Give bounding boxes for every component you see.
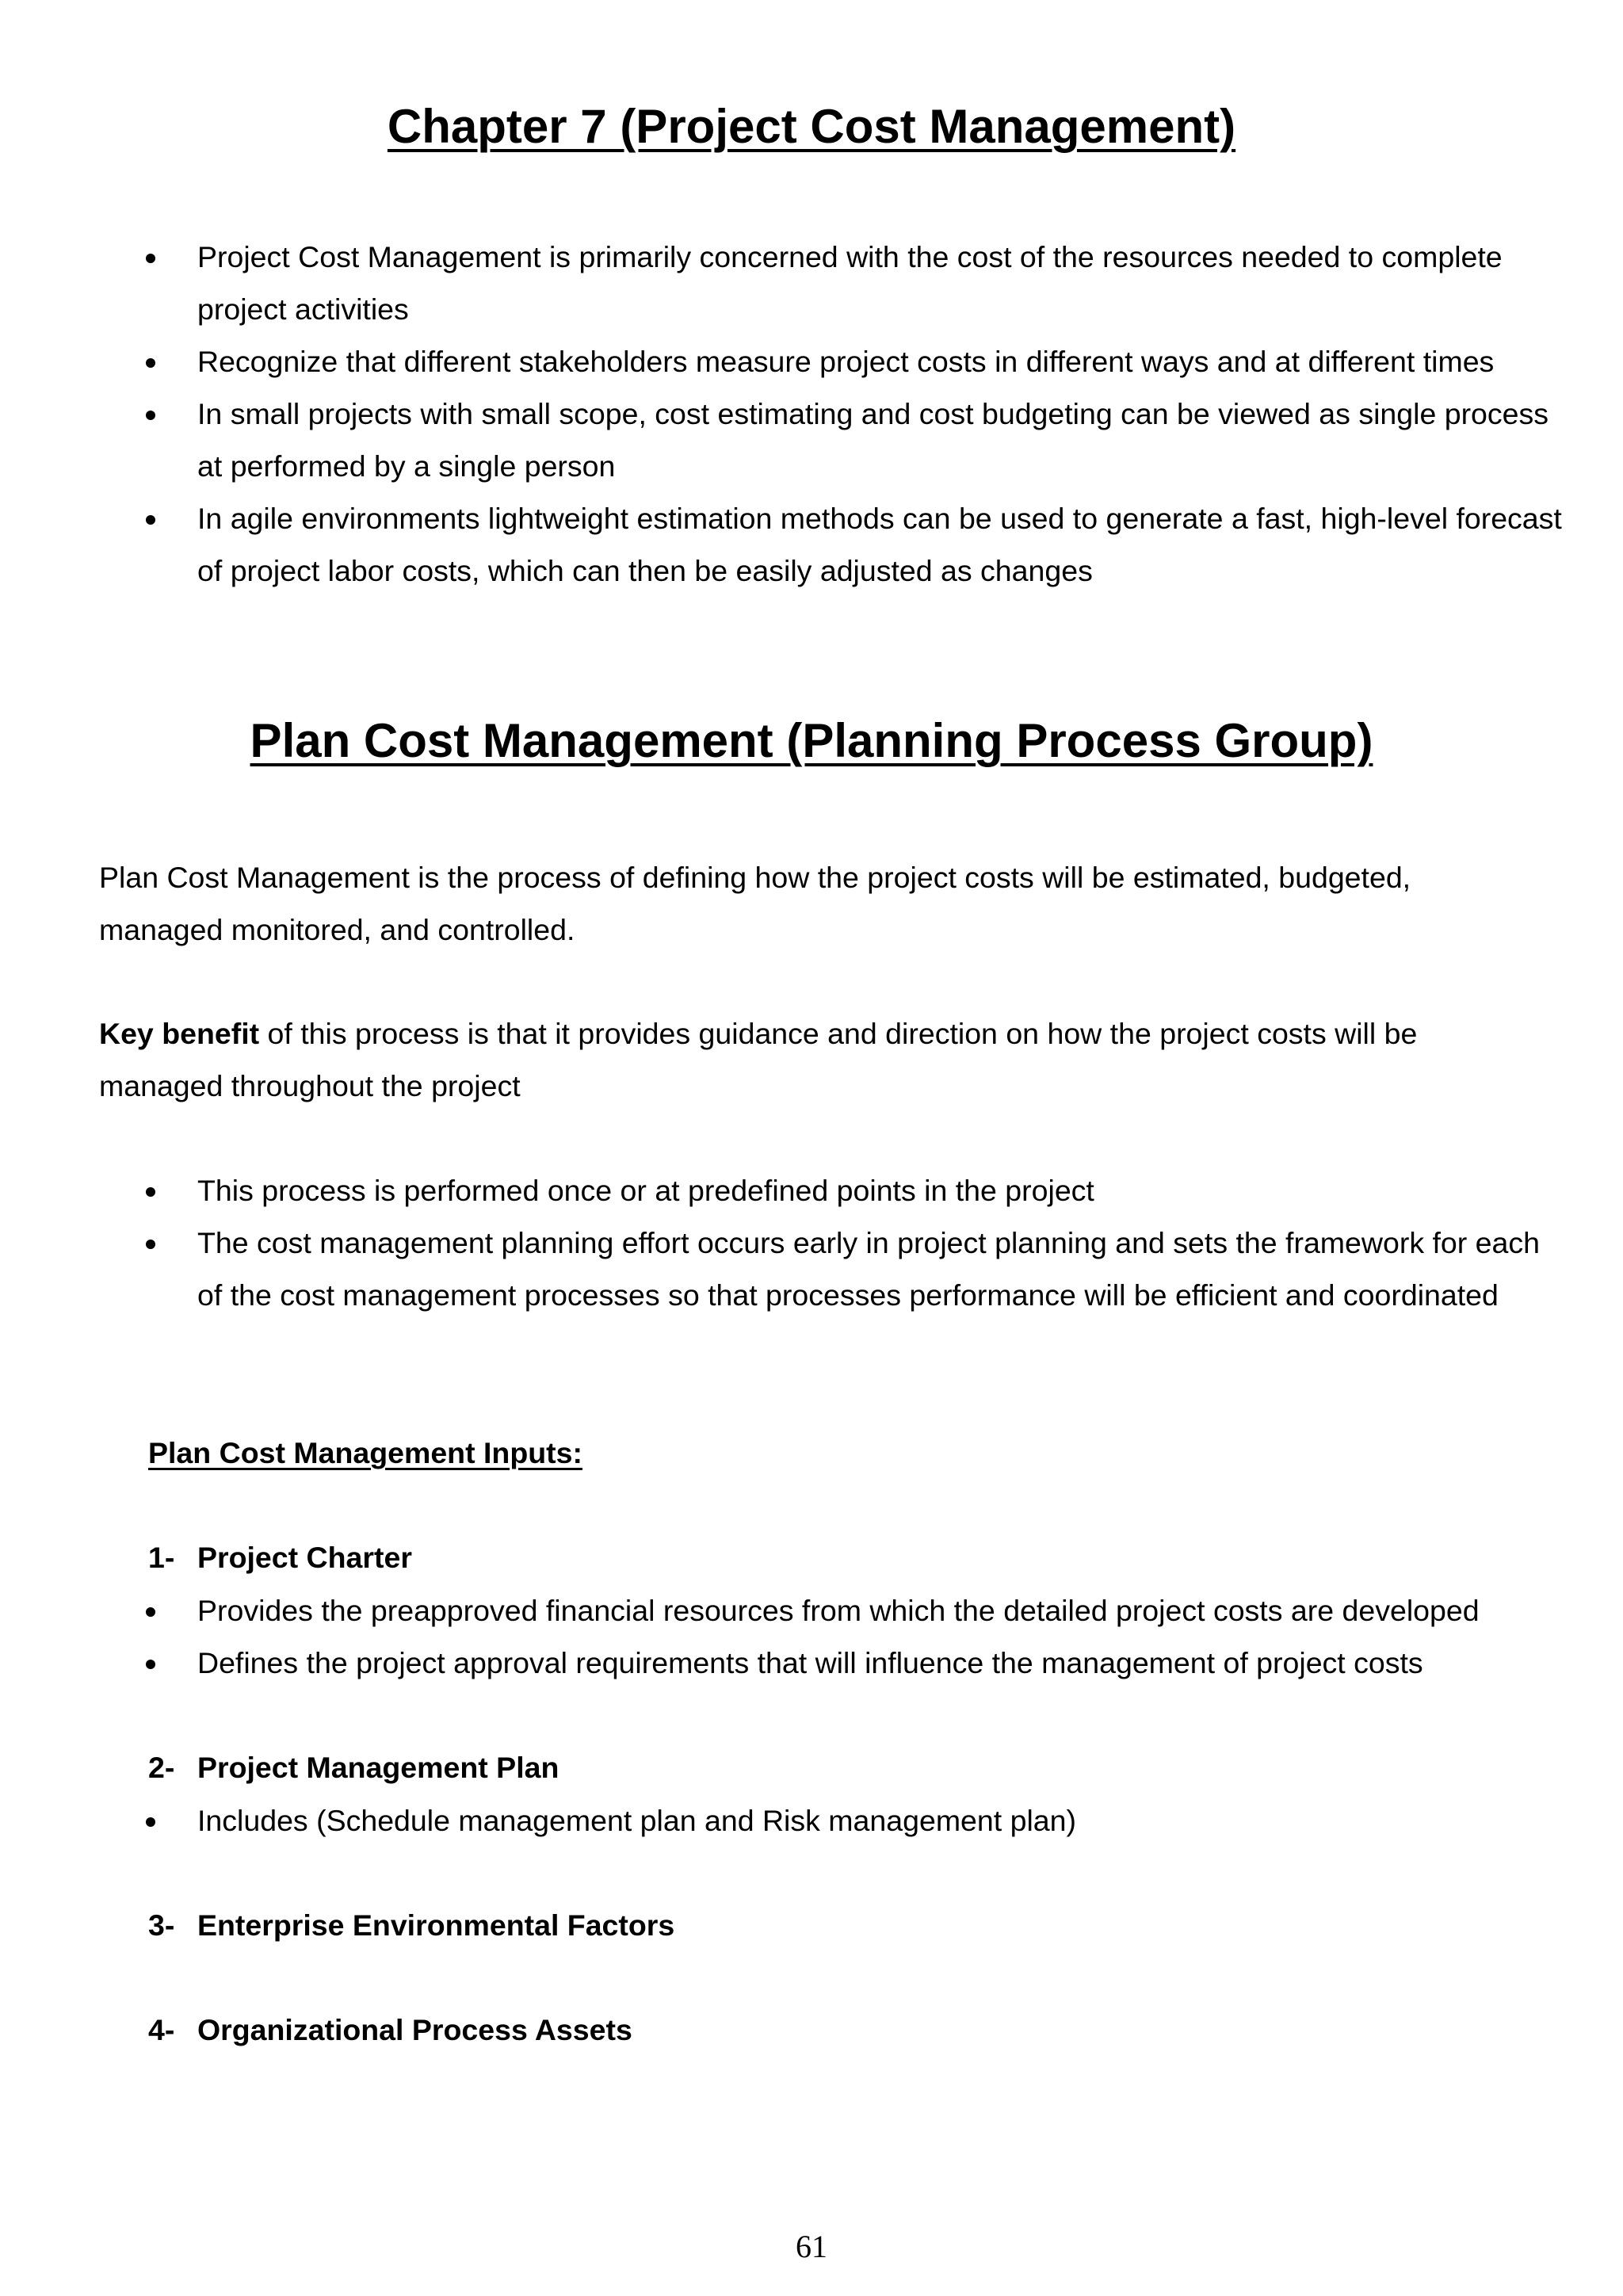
list-item bbox=[0, 1217, 1623, 1321]
list-item bbox=[0, 1794, 1623, 1847]
list-item-text: Recognize that different stakeholders measure project costs in different ways and at different times bbox=[197, 345, 1495, 378]
intro-bullet-list bbox=[0, 231, 1623, 597]
list-item bbox=[0, 388, 1623, 492]
input-item-title bbox=[148, 1741, 559, 1794]
input-bullet-list bbox=[0, 1584, 1623, 1689]
list-item-text: Project Cost Management is primarily concerned with the cost of the resources needed to complete project activities bbox=[197, 240, 1503, 326]
list-item-text: The cost management planning effort occurs early in project planning and sets the framework for each of the cost management processes so that processes performance will be efficient and coordinated bbox=[197, 1226, 1540, 1312]
input-item-number: 4- bbox=[148, 2013, 175, 2046]
list-item-text: Includes (Schedule management plan and Risk management plan) bbox=[197, 1804, 1076, 1837]
list-item-text: This process is performed once or at predefined points in the project bbox=[197, 1174, 1094, 1207]
page-number: 61 bbox=[796, 2229, 827, 2264]
input-item-name: Project Management Plan bbox=[197, 1751, 559, 1784]
input-bullet-list bbox=[0, 1794, 1623, 1847]
list-item bbox=[0, 1164, 1623, 1217]
chapter-title: Chapter 7 (Project Cost Management) bbox=[387, 100, 1236, 153]
section-title: Plan Cost Management (Planning Process Group) bbox=[250, 714, 1373, 767]
input-item-name: Enterprise Environmental Factors bbox=[197, 1908, 675, 1942]
key-benefit-paragraph bbox=[99, 1007, 1526, 1112]
input-item-number: 2- bbox=[148, 1751, 175, 1784]
input-item-number: 1- bbox=[148, 1541, 175, 1574]
list-item bbox=[0, 1584, 1623, 1637]
key-benefit-text: of this process is that it provides guidance and direction on how the project costs will be managed throughout the project bbox=[99, 1017, 1418, 1102]
inputs-heading: Plan Cost Management Inputs: bbox=[148, 1436, 582, 1469]
bullet-icon bbox=[146, 1607, 155, 1617]
bullet-icon bbox=[146, 358, 155, 368]
bullet-icon bbox=[146, 1817, 155, 1827]
list-item-text: Defines the project approval requirements that will influence the management of project costs bbox=[197, 1646, 1423, 1679]
key-benefit-label: Key benefit bbox=[99, 1017, 260, 1050]
list-item bbox=[0, 231, 1623, 335]
definition-paragraph: Plan Cost Management is the process of defining how the project costs will be estimated, budgeted, managed monitored, and controlled. bbox=[99, 861, 1411, 946]
bullet-icon bbox=[146, 515, 155, 525]
bullet-icon bbox=[146, 1187, 155, 1197]
bullet-icon bbox=[146, 1660, 155, 1669]
bullet-icon bbox=[146, 411, 155, 420]
input-item-number: 3- bbox=[148, 1908, 175, 1942]
input-item-title bbox=[148, 1899, 674, 1951]
input-item-name: Organizational Process Assets bbox=[197, 2013, 632, 2046]
list-item bbox=[0, 1637, 1623, 1689]
bullet-icon bbox=[146, 1240, 155, 1249]
list-item bbox=[0, 492, 1623, 597]
bullet-icon bbox=[146, 254, 155, 263]
list-item-text: In small projects with small scope, cost estimating and cost budgeting can be viewed as single process at performed by a single person bbox=[197, 397, 1549, 483]
input-item-title bbox=[148, 2004, 632, 2056]
list-item-text: Provides the preapproved financial resources from which the detailed project costs are developed bbox=[197, 1594, 1480, 1627]
list-item bbox=[0, 335, 1623, 388]
process-bullet-list bbox=[0, 1164, 1623, 1321]
input-item-title bbox=[148, 1531, 412, 1584]
list-item-text: In agile environments lightweight estimation methods can be used to generate a fast, high-level forecast of project labor costs, which can then be easily adjusted as changes bbox=[197, 502, 1562, 587]
input-item-name: Project Charter bbox=[197, 1541, 412, 1574]
